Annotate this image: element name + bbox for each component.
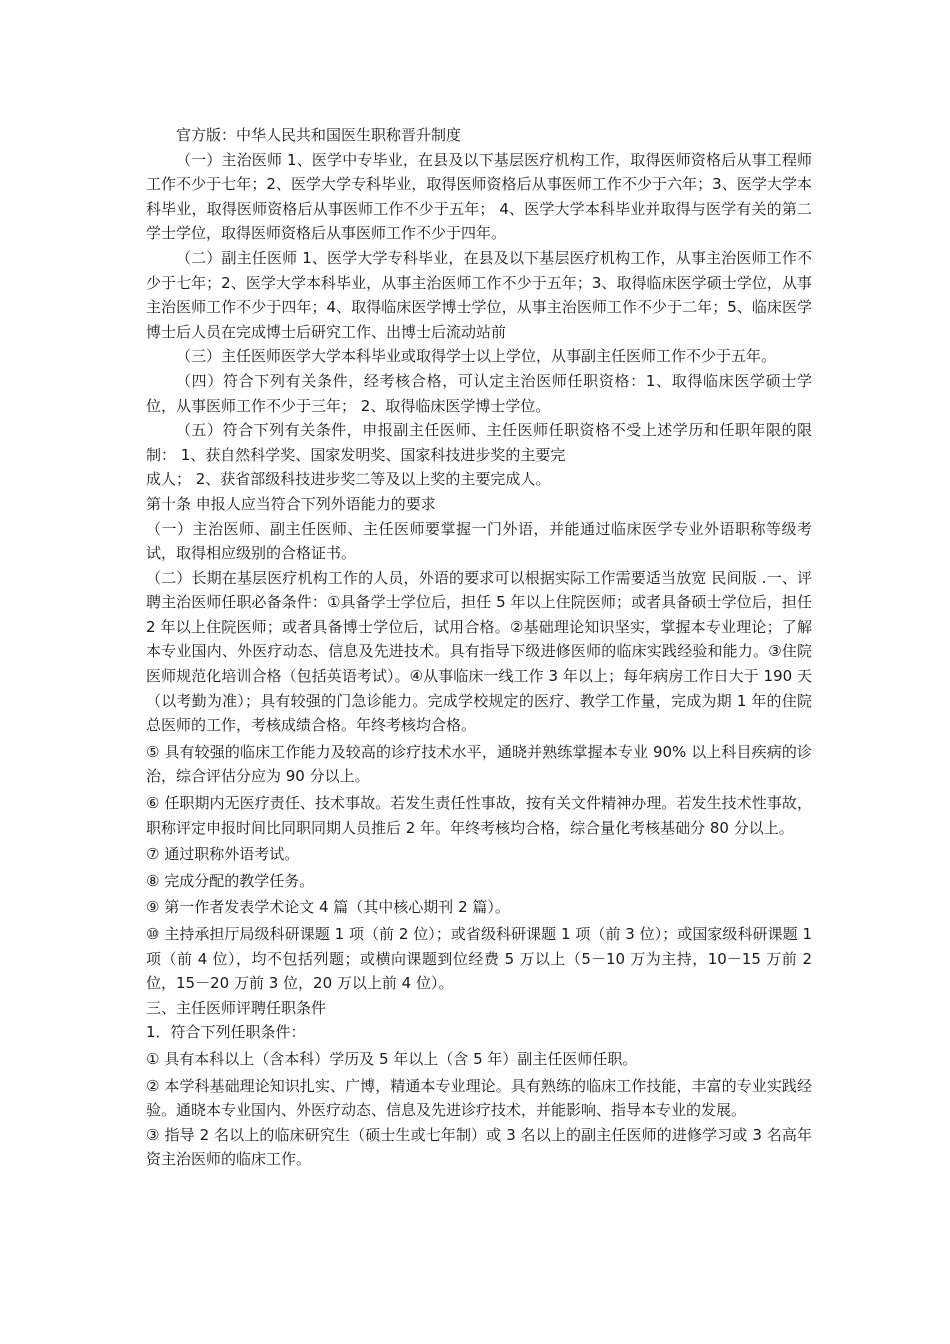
section-heading-chief-physician: 三、主任医师评聘任职条件 <box>146 998 327 1017</box>
paragraph-associate-chief: （二）副主任医师 1、医学大学专科毕业，在县及以下基层医疗机构工作，从事主治医师工作不少于七年；2、医学大学本科毕业，从事主治医师工作不少于五年；3、取得临床医学硕士学位，从事主治医师工作不少于四年；4、取得临床医学博士学位，从事主治医师工作不少于二年；5、临床医学博士后人员在完成博士后研究工作、出博士后流动站前 <box>146 248 812 341</box>
paragraph-exceptions: （五）符合下列有关条件，申报副主任医师、主任医师任职资格不受上述学历和任职年限的限制： 1、获自然科学奖、国家发明奖、国家科技进步奖的主要完 <box>146 421 812 464</box>
section-heading-article-10: 第十条 申报人应当符合下列外语能力的要求 <box>146 494 436 513</box>
paragraph-qualification-recognition: （四）符合下列有关条件，经考核合格，可认定主治医师任职资格：1、取得临床医学硕士学位，从事医师工作不少于三年； 2、取得临床医学博士学位。 <box>146 371 812 415</box>
subheading-conditions: 1．符合下列任职条件： <box>146 1023 306 1042</box>
condition-item-1: ① 具有本科以上（含本科）学历及 5 年以上（含 5 年）副主任医师任职。 <box>146 1049 638 1068</box>
document-body <box>146 123 812 1172</box>
paragraph-language-req-1: （一）主治医师、副主任医师、主任医师要掌握一门外语，并能通过临床医学专业外语职称等级考试，取得相应级别的合格证书。 <box>146 519 812 563</box>
list-item-8: ⑧ 完成分配的教学任务。 <box>146 871 315 890</box>
list-item-7: ⑦ 通过职称外语考试。 <box>146 845 300 864</box>
list-item-10: ⑩ 主持承担厅局级科研课题 1 项（前 2 位）；或省级科研课题 1 项（前 3 位）；或国家级科研课题 1 项（前 4 位），均不包括列题；或横向课题到位经费 5 万以上（5－10 万为主持，10－15 万前 2 位，15－20 万前 3 位，20 万以上前 4 位）。 <box>146 925 812 993</box>
paragraph-language-req-2: （二）长期在基层医疗机构工作的人员，外语的要求可以根据实际工作需要适当放宽 民间版 .一、评聘主治医师任职必备条件：①具备学士学位后，担任 5 年以上住院医师；或者具备硕士学位后，担任 2 年以上住院医师；或者具备博士学位后，试用合格。②基础理论知识坚实，掌握本专业理论；了解本专业国内、外医疗动态、信息及先进技术。具有指导下级进修医师的临床实践经验和能力。③住院医师规范化培训合格（包括英语考试）。④从事临床一线工作 3 年以上；每年病房工作日大于 190 天（以考勤为准）；具有较强的门急诊能力。完成学校规定的医疗、教学工作量，完成为期 1 年的住院总医师的工作，考核成绩合格。年终考核均合格。 <box>146 568 812 735</box>
document-title: 官方版：中华人民共和国医生职称晋升制度 <box>176 126 462 144</box>
list-item-5: ⑤ 具有较强的临床工作能力及较高的诊疗技术水平，通晓并熟练掌握本专业 90% 以上科目疾病的诊治，综合评估分应为 90 分以上。 <box>146 742 812 786</box>
paragraph-exceptions-continued: 成人； 2、获省部级科技进步奖二等及以上奖的主要完成人。 <box>146 470 551 489</box>
condition-item-2: ② 本学科基础理论知识扎实、广博，精通本专业理论。具有熟练的临床工作技能，丰富的专业实践经验。通晓本专业国内、外医疗动态、信息及先进诊疗技术，并能影响、指导本专业的发展。 <box>146 1076 812 1120</box>
paragraph-chief-physician: （三）主任医师医学大学本科毕业或取得学士以上学位，从事副主任医师工作不少于五年。 <box>176 347 777 366</box>
condition-item-3: ③ 指导 2 名以上的临床研究生（硕士生或七年制）或 3 名以上的副主任医师的进修学习或 3 名高年资主治医师的临床工作。 <box>146 1125 812 1169</box>
paragraph-attending-physician: （一）主治医师 1、医学中专毕业，在县及以下基层医疗机构工作，取得医师资格后从事工程师工作不少于七年；2、医学大学专科毕业，取得医师资格后从事医师工作不少于六年；3、医学大学本科毕业，取得医师资格后从事医师工作不少于五年； 4、医学大学本科毕业并取得与医学有关的第二学士学位，取得医师资格后从事医师工作不少于四年。 <box>146 150 812 243</box>
list-item-6: ⑥ 任职期内无医疗责任、技术事故。若发生责任性事故，按有关文件精神办理。若发生技术性事故，职称评定申报时间比同职同期人员推后 2 年。年终考核均合格，综合量化考核基础分 80 分以上。 <box>146 794 812 837</box>
list-item-9: ⑨ 第一作者发表学术论文 4 篇（其中核心期刊 2 篇）。 <box>146 898 510 917</box>
